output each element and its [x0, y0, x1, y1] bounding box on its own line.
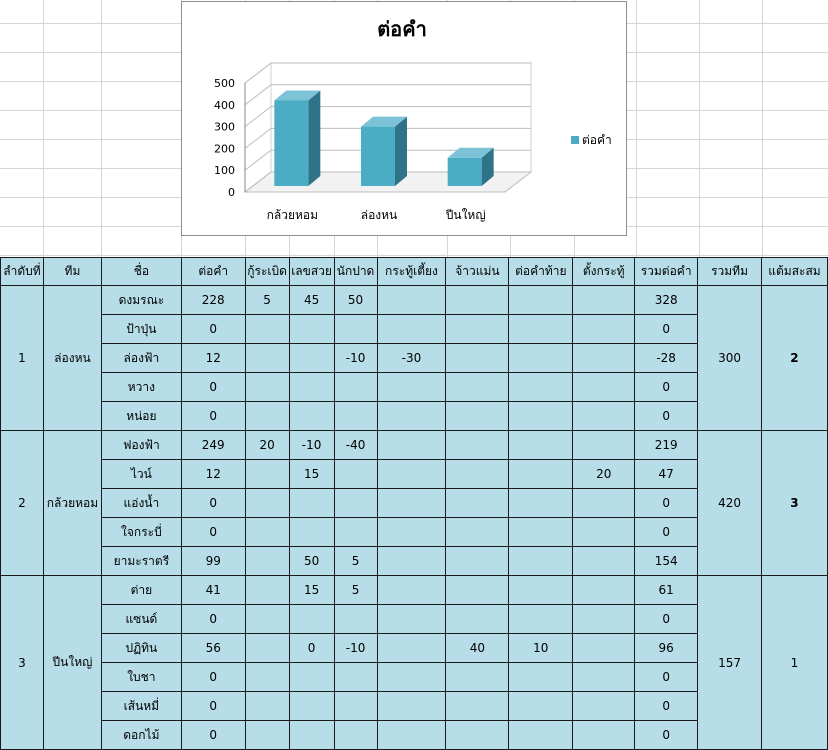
header-accuracy-master[interactable]: จ้าวแม่น [446, 258, 509, 286]
lucky-number-cell[interactable]: 50 [289, 547, 334, 576]
header-team-total[interactable]: รวมทีม [698, 258, 762, 286]
x-tick-label: ปีนใหญ่ [445, 208, 486, 222]
accuracy-master-cell[interactable] [446, 518, 509, 547]
bomb-cell[interactable] [245, 634, 289, 663]
sniper-cell[interactable]: 5 [334, 547, 377, 576]
last-word-cell[interactable] [509, 721, 573, 750]
start-thread-cell[interactable] [573, 692, 635, 721]
short-thread-cell[interactable] [377, 286, 446, 315]
total-tokham-cell[interactable]: 0 [635, 721, 698, 750]
lucky-number-cell[interactable] [289, 489, 334, 518]
grid-line [43, 0, 44, 258]
accuracy-master-cell[interactable] [446, 663, 509, 692]
table-row [1, 431, 828, 460]
last-word-cell[interactable] [509, 663, 573, 692]
header-rank[interactable]: ลำดับที่ [1, 258, 44, 286]
member-name-cell[interactable]: ไวน์ [101, 460, 181, 489]
total-tokham-cell[interactable]: 0 [635, 402, 698, 431]
legend-label: ต่อคำ [582, 133, 612, 147]
member-name-cell[interactable]: ป้าปุ่น [101, 315, 181, 344]
tokham-cell[interactable]: 0 [181, 315, 245, 344]
header-name[interactable]: ชื่อ [101, 258, 181, 286]
start-thread-cell[interactable] [573, 634, 635, 663]
accuracy-master-cell[interactable] [446, 286, 509, 315]
tokham-cell[interactable]: 41 [181, 576, 245, 605]
header-lucky-number[interactable]: เลขสวย [289, 258, 334, 286]
short-thread-cell[interactable] [377, 315, 446, 344]
bar-side [395, 117, 407, 186]
last-word-cell[interactable] [509, 460, 573, 489]
start-thread-cell[interactable] [573, 518, 635, 547]
member-name-cell[interactable]: แซนด์ [101, 605, 181, 634]
bar [448, 158, 482, 186]
short-thread-cell[interactable] [377, 576, 446, 605]
header-short-thread[interactable]: กระทู้เตี้ยง [377, 258, 446, 286]
short-thread-cell[interactable] [377, 663, 446, 692]
lucky-number-cell[interactable]: 15 [289, 460, 334, 489]
short-thread-cell[interactable] [377, 460, 446, 489]
start-thread-cell[interactable] [573, 402, 635, 431]
chart-side-wall [245, 63, 271, 192]
total-tokham-cell[interactable]: 47 [635, 460, 698, 489]
tokham-cell[interactable]: 0 [181, 605, 245, 634]
tokham-cell[interactable]: 0 [181, 692, 245, 721]
lucky-number-cell[interactable]: 15 [289, 576, 334, 605]
member-name-cell[interactable]: ดอกไม้ [101, 721, 181, 750]
bomb-cell[interactable] [245, 489, 289, 518]
accuracy-master-cell[interactable] [446, 547, 509, 576]
member-name-cell[interactable]: แอ่งน้ำ [101, 489, 181, 518]
lucky-number-cell[interactable] [289, 721, 334, 750]
points-cell[interactable]: 2 [761, 286, 827, 431]
member-name-cell[interactable]: ใบชา [101, 663, 181, 692]
sniper-cell[interactable]: -10 [334, 344, 377, 373]
last-word-cell[interactable] [509, 518, 573, 547]
start-thread-cell[interactable] [573, 605, 635, 634]
tokham-cell[interactable]: 0 [181, 373, 245, 402]
sniper-cell[interactable] [334, 663, 377, 692]
y-tick-label: 500 [214, 77, 235, 90]
y-tick-label: 100 [214, 164, 235, 178]
lucky-number-cell[interactable] [289, 692, 334, 721]
last-word-cell[interactable] [509, 431, 573, 460]
total-tokham-cell[interactable]: 0 [635, 489, 698, 518]
start-thread-cell[interactable] [573, 431, 635, 460]
last-word-cell[interactable] [509, 315, 573, 344]
accuracy-master-cell[interactable] [446, 489, 509, 518]
member-name-cell[interactable]: ฟองฟ้า [101, 431, 181, 460]
sniper-cell[interactable]: -10 [334, 634, 377, 663]
header-points[interactable]: แต้มสะสม [761, 258, 827, 286]
bomb-cell[interactable] [245, 605, 289, 634]
short-thread-cell[interactable] [377, 431, 446, 460]
embedded-chart[interactable] [181, 1, 627, 236]
total-tokham-cell[interactable]: 154 [635, 547, 698, 576]
last-word-cell[interactable] [509, 344, 573, 373]
member-name-cell[interactable]: ปฏิทิน [101, 634, 181, 663]
accuracy-master-cell[interactable] [446, 315, 509, 344]
total-tokham-cell[interactable]: 0 [635, 315, 698, 344]
bomb-cell[interactable] [245, 402, 289, 431]
short-thread-cell[interactable] [377, 721, 446, 750]
short-thread-cell[interactable] [377, 634, 446, 663]
tokham-cell[interactable]: 0 [181, 489, 245, 518]
y-tick-label: 200 [214, 142, 235, 156]
sniper-cell[interactable] [334, 489, 377, 518]
score-table [0, 257, 828, 750]
bomb-cell[interactable] [245, 344, 289, 373]
x-tick-label: ล่องหน [360, 208, 398, 222]
table-header-row [1, 258, 828, 286]
rank-cell[interactable]: 3 [1, 576, 44, 750]
grid-line [0, 255, 828, 256]
accuracy-master-cell[interactable] [446, 402, 509, 431]
short-thread-cell[interactable] [377, 373, 446, 402]
lucky-number-cell[interactable] [289, 605, 334, 634]
accuracy-master-cell[interactable] [446, 721, 509, 750]
table-row [1, 576, 828, 605]
table-body [1, 286, 828, 750]
last-word-cell[interactable] [509, 286, 573, 315]
legend-swatch [571, 136, 579, 144]
bar [361, 127, 395, 186]
last-word-cell[interactable] [509, 373, 573, 402]
sniper-cell[interactable]: -40 [334, 431, 377, 460]
bomb-cell[interactable] [245, 721, 289, 750]
y-tick-label: 0 [228, 186, 235, 199]
accuracy-master-cell[interactable] [446, 692, 509, 721]
sniper-cell[interactable] [334, 402, 377, 431]
start-thread-cell[interactable] [573, 315, 635, 344]
member-name-cell[interactable]: ดงมรณะ [101, 286, 181, 315]
tokham-cell[interactable]: 228 [181, 286, 245, 315]
bomb-cell[interactable] [245, 663, 289, 692]
start-thread-cell[interactable] [573, 286, 635, 315]
start-thread-cell[interactable] [573, 373, 635, 402]
team-cell[interactable]: ล่องหน [43, 286, 101, 431]
total-tokham-cell[interactable]: 0 [635, 518, 698, 547]
start-thread-cell[interactable] [573, 721, 635, 750]
total-tokham-cell[interactable]: 0 [635, 663, 698, 692]
bomb-cell[interactable]: 5 [245, 286, 289, 315]
last-word-cell[interactable] [509, 547, 573, 576]
member-name-cell[interactable]: เส้นหมี่ [101, 692, 181, 721]
total-tokham-cell[interactable]: 61 [635, 576, 698, 605]
member-name-cell[interactable]: ต่าย [101, 576, 181, 605]
lucky-number-cell[interactable] [289, 518, 334, 547]
accuracy-master-cell[interactable] [446, 576, 509, 605]
y-tick-label: 300 [214, 120, 235, 134]
rank-cell[interactable]: 1 [1, 286, 44, 431]
total-tokham-cell[interactable]: 328 [635, 286, 698, 315]
short-thread-cell[interactable] [377, 489, 446, 518]
member-name-cell[interactable]: ใจกระบี่ [101, 518, 181, 547]
total-tokham-cell[interactable]: 0 [635, 692, 698, 721]
table-row [1, 286, 828, 315]
start-thread-cell[interactable] [573, 547, 635, 576]
bomb-cell[interactable] [245, 576, 289, 605]
tokham-cell[interactable]: 12 [181, 344, 245, 373]
team-total-cell[interactable]: 300 [698, 286, 762, 431]
sniper-cell[interactable] [334, 460, 377, 489]
accuracy-master-cell[interactable] [446, 460, 509, 489]
start-thread-cell[interactable] [573, 576, 635, 605]
team-total-cell[interactable]: 157 [698, 576, 762, 750]
tokham-cell[interactable]: 56 [181, 634, 245, 663]
lucky-number-cell[interactable] [289, 402, 334, 431]
bar-side [308, 90, 320, 186]
start-thread-cell[interactable] [573, 663, 635, 692]
last-word-cell[interactable] [509, 576, 573, 605]
tokham-cell[interactable]: 0 [181, 721, 245, 750]
lucky-number-cell[interactable] [289, 373, 334, 402]
sniper-cell[interactable]: 50 [334, 286, 377, 315]
grid-line [699, 0, 700, 258]
member-name-cell[interactable]: หน่อย [101, 402, 181, 431]
team-cell[interactable]: กล้วยหอม [43, 431, 101, 576]
short-thread-cell[interactable] [377, 547, 446, 576]
last-word-cell[interactable] [509, 605, 573, 634]
lucky-number-cell[interactable] [289, 344, 334, 373]
bar [274, 100, 308, 186]
accuracy-master-cell[interactable] [446, 431, 509, 460]
chart-canvas [182, 2, 628, 237]
team-cell[interactable]: ปีนใหญ่ [43, 576, 101, 750]
lucky-number-cell[interactable]: -10 [289, 431, 334, 460]
accuracy-master-cell[interactable] [446, 373, 509, 402]
bomb-cell[interactable] [245, 373, 289, 402]
header-team[interactable]: ทีม [43, 258, 101, 286]
sniper-cell[interactable]: 5 [334, 576, 377, 605]
start-thread-cell[interactable] [573, 489, 635, 518]
sniper-cell[interactable] [334, 315, 377, 344]
last-word-cell[interactable] [509, 489, 573, 518]
chart-title: ต่อคำ [377, 17, 427, 41]
rank-cell[interactable]: 2 [1, 431, 44, 576]
short-thread-cell[interactable] [377, 402, 446, 431]
tokham-cell[interactable]: 0 [181, 402, 245, 431]
last-word-cell[interactable] [509, 402, 573, 431]
bomb-cell[interactable] [245, 692, 289, 721]
total-tokham-cell[interactable]: 219 [635, 431, 698, 460]
last-word-cell[interactable]: 10 [509, 634, 573, 663]
lucky-number-cell[interactable] [289, 663, 334, 692]
short-thread-cell[interactable] [377, 605, 446, 634]
short-thread-cell[interactable] [377, 692, 446, 721]
sniper-cell[interactable] [334, 373, 377, 402]
sniper-cell[interactable] [334, 518, 377, 547]
tokham-cell[interactable]: 99 [181, 547, 245, 576]
grid-line [762, 0, 763, 258]
last-word-cell[interactable] [509, 692, 573, 721]
sniper-cell[interactable] [334, 605, 377, 634]
sniper-cell[interactable] [334, 692, 377, 721]
short-thread-cell[interactable]: -30 [377, 344, 446, 373]
y-tick-label: 400 [214, 98, 235, 112]
short-thread-cell[interactable] [377, 518, 446, 547]
tokham-cell[interactable]: 249 [181, 431, 245, 460]
bomb-cell[interactable] [245, 547, 289, 576]
start-thread-cell[interactable] [573, 344, 635, 373]
grid-line [101, 0, 102, 258]
bomb-cell[interactable]: 20 [245, 431, 289, 460]
total-tokham-cell[interactable]: 0 [635, 605, 698, 634]
header-tokham[interactable]: ต่อคำ [181, 258, 245, 286]
tokham-cell[interactable]: 0 [181, 663, 245, 692]
lucky-number-cell[interactable] [289, 315, 334, 344]
header-bomb[interactable]: กู้ระเบิด [245, 258, 289, 286]
member-name-cell[interactable]: ยามะราตรี [101, 547, 181, 576]
total-tokham-cell[interactable]: 96 [635, 634, 698, 663]
tokham-cell[interactable]: 12 [181, 460, 245, 489]
header-total-tokham[interactable]: รวมต่อคำ [635, 258, 698, 286]
total-tokham-cell[interactable]: -28 [635, 344, 698, 373]
bomb-cell[interactable] [245, 518, 289, 547]
bomb-cell[interactable] [245, 315, 289, 344]
points-cell[interactable]: 1 [761, 576, 827, 750]
header-last-word[interactable]: ต่อคำท้าย [509, 258, 573, 286]
accuracy-master-cell[interactable] [446, 605, 509, 634]
points-cell[interactable]: 3 [761, 431, 827, 576]
lucky-number-cell[interactable]: 45 [289, 286, 334, 315]
tokham-cell[interactable]: 0 [181, 518, 245, 547]
start-thread-cell[interactable]: 20 [573, 460, 635, 489]
sniper-cell[interactable] [334, 721, 377, 750]
header-start-thread[interactable]: ตั้งกระทู้ [573, 258, 635, 286]
lucky-number-cell[interactable]: 0 [289, 634, 334, 663]
team-total-cell[interactable]: 420 [698, 431, 762, 576]
x-tick-label: กล้วยหอม [266, 208, 319, 222]
grid-line [636, 0, 637, 258]
member-name-cell[interactable]: ล่องฟ้า [101, 344, 181, 373]
total-tokham-cell[interactable]: 0 [635, 373, 698, 402]
header-sniper[interactable]: นักปาด [334, 258, 377, 286]
accuracy-master-cell[interactable]: 40 [446, 634, 509, 663]
bomb-cell[interactable] [245, 460, 289, 489]
member-name-cell[interactable]: หวาง [101, 373, 181, 402]
accuracy-master-cell[interactable] [446, 344, 509, 373]
